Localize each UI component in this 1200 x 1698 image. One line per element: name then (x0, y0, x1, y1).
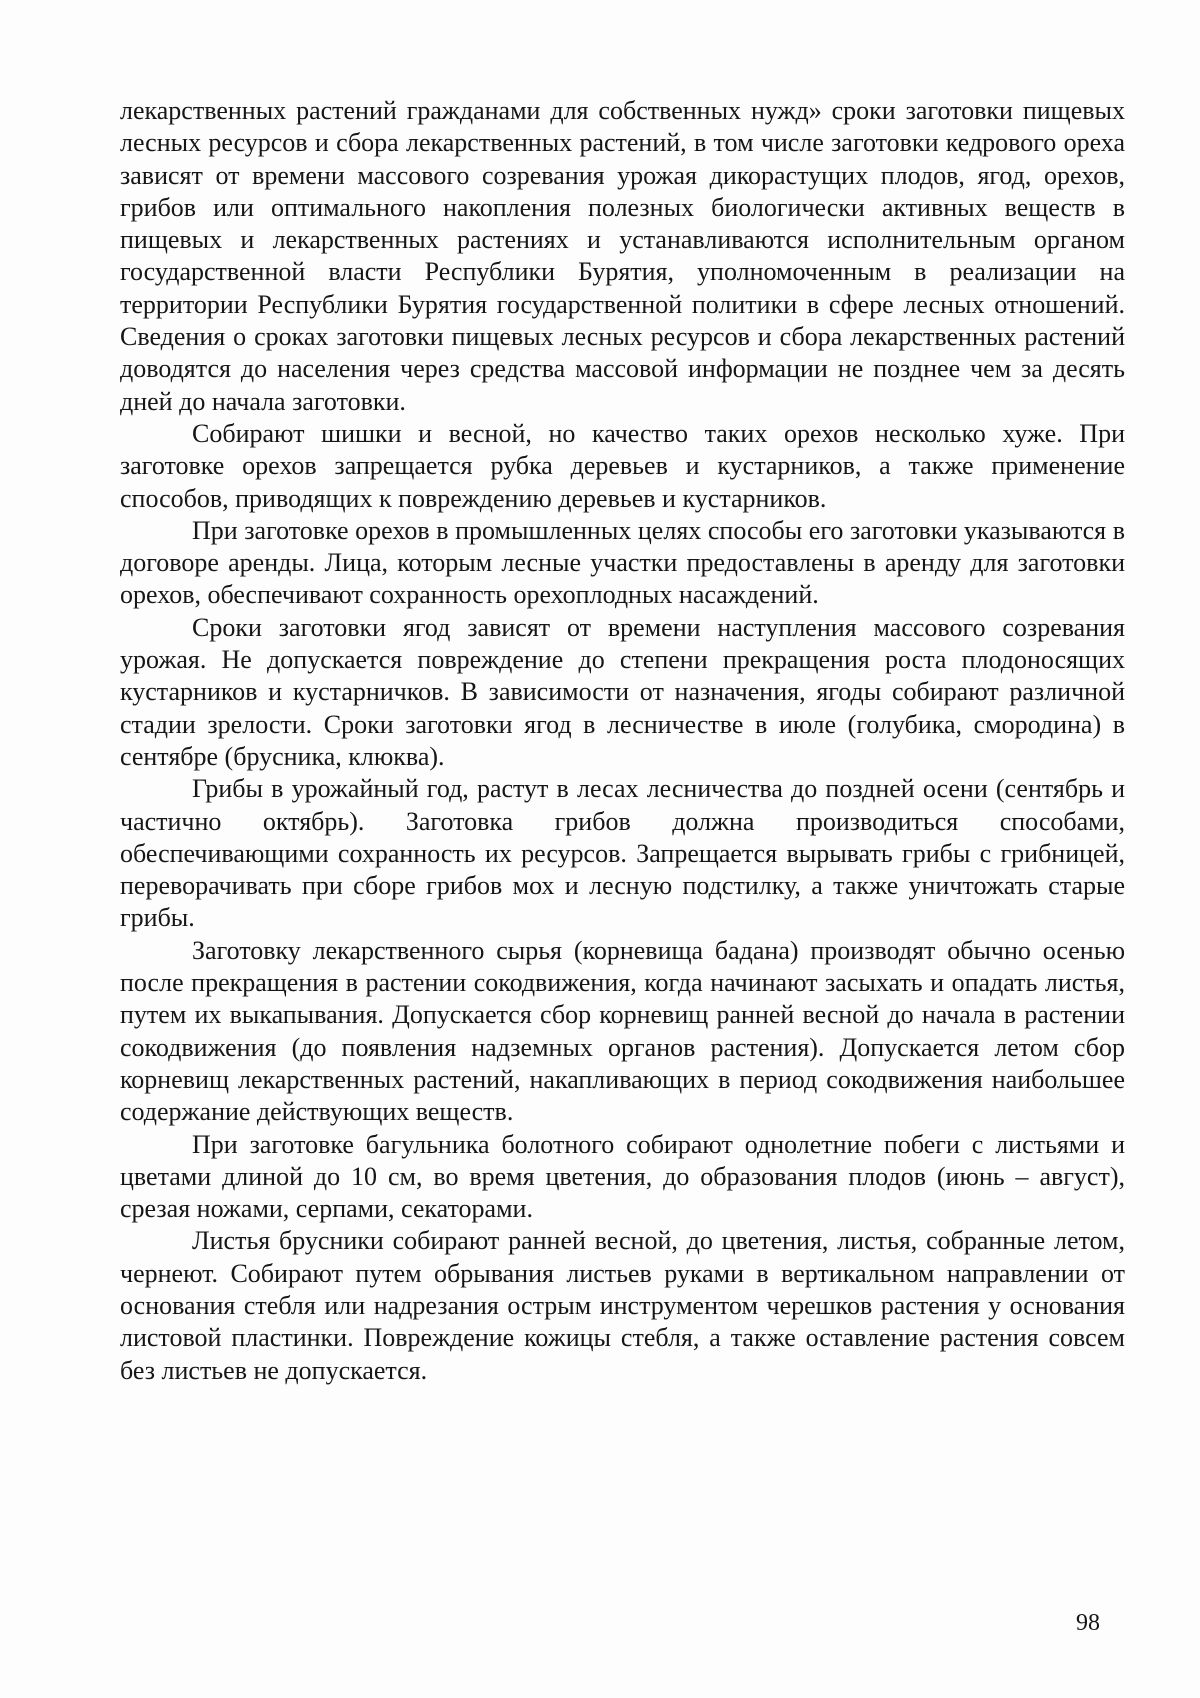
paragraph-2: Собирают шишки и весной, но качество таких орехов несколько хуже. При заготовке орехов запрещается рубка деревьев и кустарников, а также применение способов, приводящих к повреждению деревьев и кустарников. (120, 418, 1125, 513)
paragraph-3: При заготовке орехов в промышленных целях способы его заготовки указываются в договоре аренды. Лица, которым лесные участки предоставлены в аренду для заготовки орехов, обеспечивают сохранность орехоплодных насаждений. (120, 515, 1125, 610)
paragraph-5: Грибы в урожайный год, растут в лесах лесничества до поздней осени (сентябрь и частично октябрь). Заготовка грибов должна производиться способами, обеспечивающими сохранность их ресурсов. Запрещается вырывать грибы с грибницей, переворачивать при сборе грибов мох и лесную подстилку, а также уничтожать старые грибы. (120, 774, 1125, 933)
paragraph-8: Листья брусники собирают ранней весной, до цветения, листья, собранные летом, чернеют. Собирают путем обрывания листьев руками в вертикальном направлении от основания стебля или надрезания острым инструментом черешков растения у основания листовой пластинки. Повреждение кожицы стебля, а также оставление растения совсем без листьев не допускается. (120, 1226, 1125, 1385)
paragraph-6: Заготовку лекарственного сырья (корневища бадана) производят обычно осенью после прекращения в растении сокодвижения, когда начинают засыхать и опадать листья, путем их выкапывания. Допускается сбор корневищ ранней весной до начала в растении сокодвижения (до появления надземных органов растения). Допускается летом сбор корневищ лекарственных растений, накапливающих в период сокодвижения наибольшее содержание действующих веществ. (120, 935, 1125, 1127)
paragraph-7: При заготовке багульника болотного собирают однолетние побеги с листьями и цветами длиной до 10 см, во время цветения, до образования плодов (июнь – август), срезая ножами, серпами, секаторами. (120, 1129, 1125, 1224)
paragraph-1: лекарственных растений гражданами для собственных нужд» сроки заготовки пищевых лесных ресурсов и сбора лекарственных растений, в том числе заготовки кедрового ореха зависят от времени массового созревания урожая дикорастущих плодов, ягод, орехов, грибов или оптимального накопления полезных биологически активных веществ в пищевых и лекарственных растениях и устанавливаются исполнительным органом государственной власти Республики Бурятия, уполномоченным в реализации на территории Республики Бурятия государственной политики в сфере лесных отношений. Сведения о сроках заготовки пищевых лесных ресурсов и сбора лекарственных растений доводятся до населения через средства массовой информации не позднее чем за десять дней до начала заготовки. (120, 96, 1125, 416)
body-text (120, 95, 1125, 1387)
page-number: 98 (1076, 1610, 1100, 1636)
paragraph-4: Сроки заготовки ягод зависят от времени наступления массового созревания урожая. Не допускается повреждение до степени прекращения роста плодоносящих кустарников и кустарничков. В зависимости от назначения, ягоды собирают различной стадии зрелости. Сроки заготовки ягод в лесничестве в июле (голубика, смородина) в сентябре (брусника, клюква). (120, 612, 1125, 771)
